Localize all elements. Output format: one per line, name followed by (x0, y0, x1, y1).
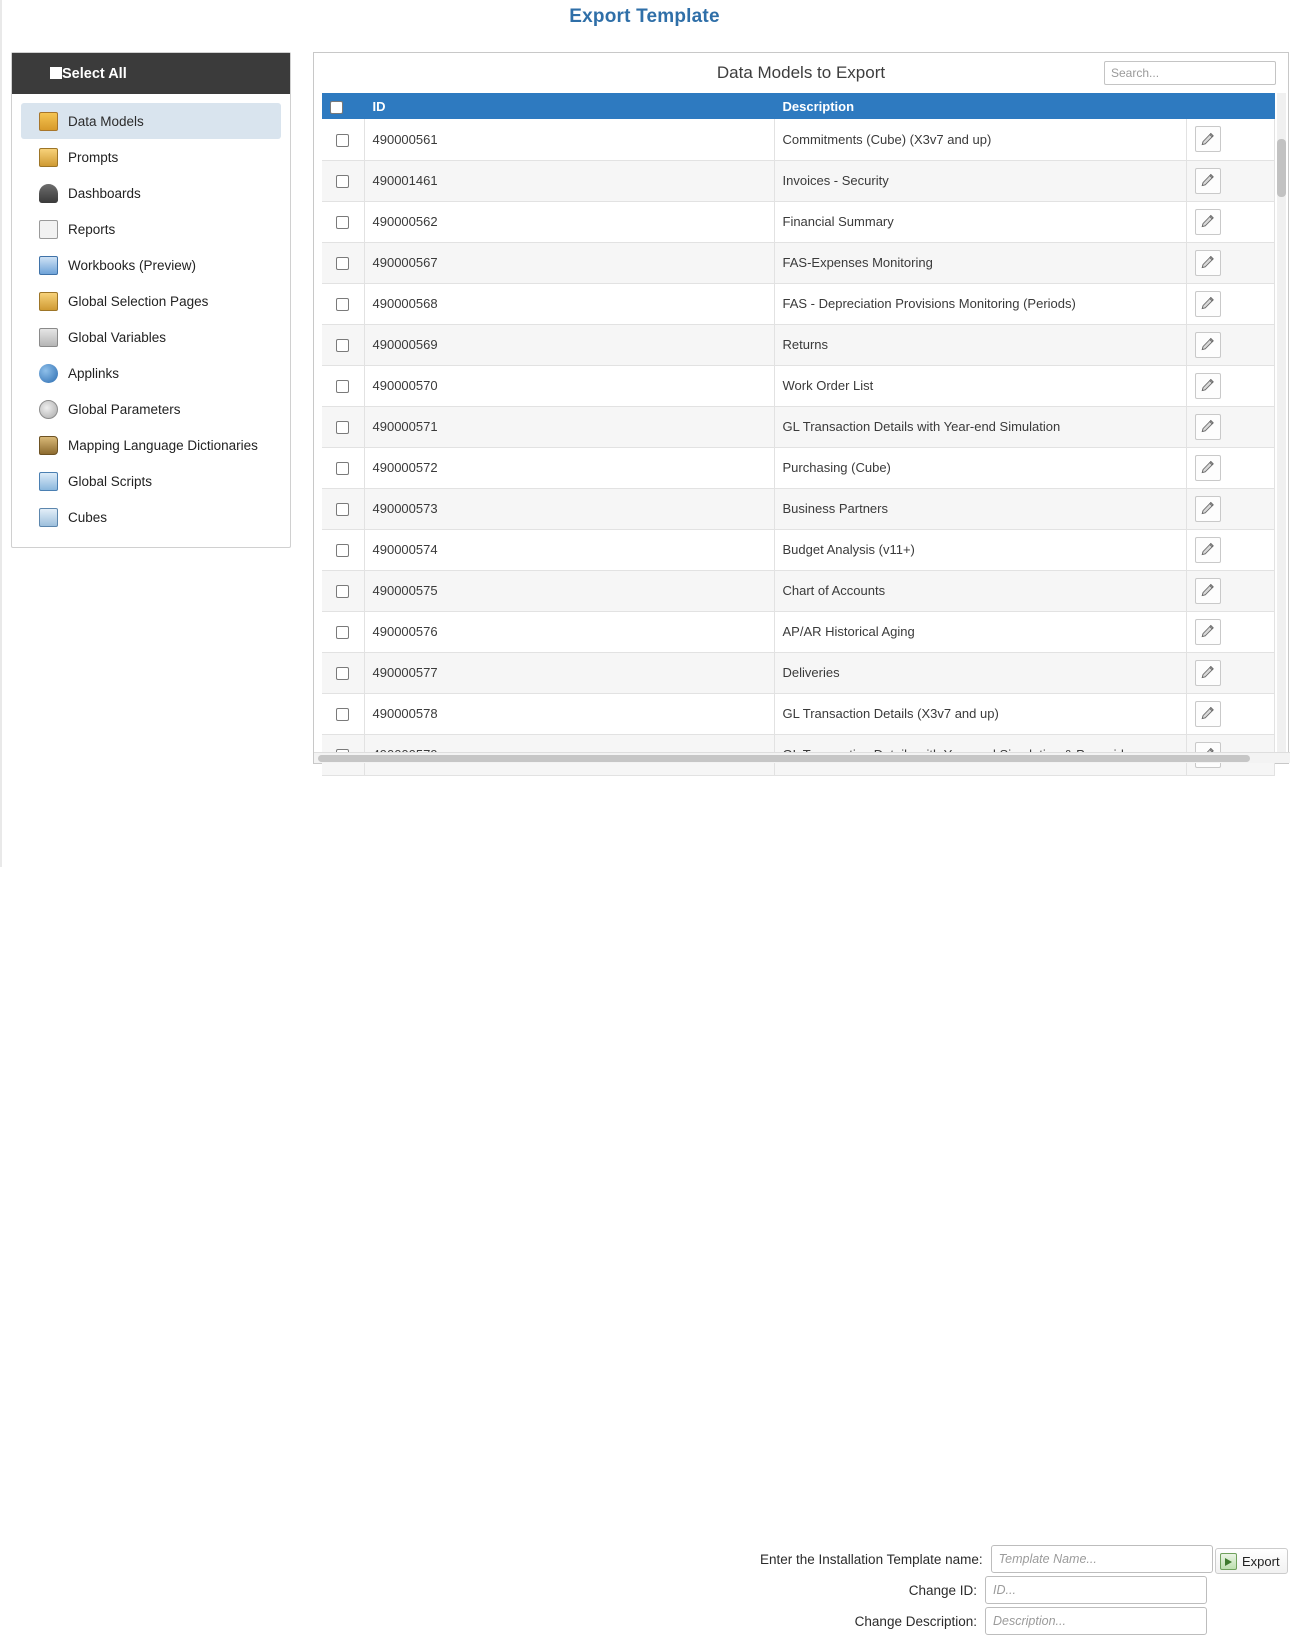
cell-description: AP/AR Historical Aging (774, 611, 1186, 652)
pencil-icon (1200, 296, 1215, 311)
table-row[interactable] (322, 242, 1274, 283)
sidebar-item-prompts[interactable] (21, 139, 281, 175)
cell-description: Commitments (Cube) (X3v7 and up) (774, 119, 1186, 160)
column-header-actions (1186, 93, 1274, 119)
row-select-cell[interactable] (322, 406, 364, 447)
pencil-icon (1200, 214, 1215, 229)
row-checkbox[interactable] (336, 585, 349, 598)
row-select-cell[interactable] (322, 201, 364, 242)
cell-id: 490000578 (364, 693, 774, 734)
row-checkbox[interactable] (336, 626, 349, 639)
table-row[interactable] (322, 324, 1274, 365)
row-select-cell[interactable] (322, 652, 364, 693)
cell-description: Purchasing (Cube) (774, 447, 1186, 488)
cell-actions (1186, 693, 1274, 734)
prompts-icon (39, 148, 58, 167)
cell-id: 490000568 (364, 283, 774, 324)
sidebar-item-applinks[interactable] (21, 355, 281, 391)
cell-description: Returns (774, 324, 1186, 365)
sidebar-item-label: Global Scripts (68, 473, 153, 489)
cell-description: Financial Summary (774, 201, 1186, 242)
export-button-label: Export (1242, 1553, 1280, 1569)
reports-icon (39, 220, 58, 239)
table-row[interactable] (322, 201, 1274, 242)
table-body (322, 119, 1274, 775)
row-checkbox[interactable] (336, 134, 349, 147)
cell-description: Deliveries (774, 652, 1186, 693)
change-description-label: Change Description: (854, 1613, 977, 1629)
dashboards-icon (39, 184, 58, 203)
cell-description: Business Partners (774, 488, 1186, 529)
sidebar-item-workbooks[interactable] (21, 247, 281, 283)
edit-button[interactable] (1195, 455, 1221, 481)
cell-description: FAS-Expenses Monitoring (774, 242, 1186, 283)
cell-id: 490000577 (364, 652, 774, 693)
cell-description: Chart of Accounts (774, 570, 1186, 611)
global-selection-pages-icon (39, 292, 58, 311)
cell-description: Work Order List (774, 365, 1186, 406)
export-icon (1220, 1553, 1237, 1570)
sidebar-item-reports[interactable] (21, 211, 281, 247)
pencil-icon (1200, 255, 1215, 270)
template-name-label: Enter the Installation Template name: (760, 1551, 983, 1567)
cell-id: 490000562 (364, 201, 774, 242)
pencil-icon (1200, 378, 1215, 393)
sidebar-list (12, 94, 290, 547)
row-select-cell[interactable] (322, 324, 364, 365)
table-row[interactable] (322, 529, 1274, 570)
cell-description: Invoices - Security (774, 160, 1186, 201)
sidebar-item-label: Applinks (68, 365, 120, 381)
table-row[interactable] (322, 611, 1274, 652)
pencil-icon (1200, 501, 1215, 516)
table-row[interactable] (322, 406, 1274, 447)
cell-id: 490000573 (364, 488, 774, 529)
cell-description: FAS - Depreciation Provisions Monitoring (Periods) (774, 283, 1186, 324)
template-name-row (760, 1545, 1213, 1573)
sidebar-item-mapping-language-dictionaries[interactable] (21, 427, 281, 463)
vertical-scroll-thumb[interactable] (1277, 139, 1286, 197)
cubes-icon (39, 508, 58, 527)
mapping-language-dictionaries-icon (39, 436, 58, 455)
row-select-cell[interactable] (322, 242, 364, 283)
panel-horizontal-scrollbar[interactable] (314, 752, 1290, 763)
cell-actions (1186, 324, 1274, 365)
pencil-icon (1200, 542, 1215, 557)
search-input[interactable] (1104, 61, 1276, 85)
table-vertical-scrollbar[interactable] (1277, 93, 1286, 758)
row-select-cell[interactable] (322, 488, 364, 529)
edit-button[interactable] (1195, 701, 1221, 727)
row-select-cell[interactable] (322, 570, 364, 611)
cell-description: Budget Analysis (v11+) (774, 529, 1186, 570)
edit-button[interactable] (1195, 660, 1221, 686)
cell-id: 490000575 (364, 570, 774, 611)
cell-actions (1186, 611, 1274, 652)
row-select-cell[interactable] (322, 693, 364, 734)
row-select-cell[interactable] (322, 160, 364, 201)
sidebar-item-global-variables[interactable] (21, 319, 281, 355)
sidebar-item-label: Global Selection Pages (68, 293, 209, 309)
change-description-row (760, 1607, 1207, 1635)
cell-actions (1186, 283, 1274, 324)
data-models-table (322, 93, 1275, 776)
sidebar-item-label: Mapping Language Dictionaries (68, 437, 258, 453)
table-row[interactable] (322, 447, 1274, 488)
row-checkbox[interactable] (336, 175, 349, 188)
table-row[interactable] (322, 160, 1274, 201)
table-row[interactable] (322, 693, 1274, 734)
edit-button[interactable] (1195, 291, 1221, 317)
cell-actions (1186, 242, 1274, 283)
export-panel (313, 52, 1289, 764)
sidebar-item-global-scripts[interactable] (21, 463, 281, 499)
sidebar-item-label: Global Variables (68, 329, 167, 345)
column-header-description[interactable]: Description (774, 93, 1186, 119)
pencil-icon (1200, 173, 1215, 188)
data-models-table-wrapper (322, 93, 1282, 758)
pencil-icon (1200, 132, 1215, 147)
edit-button[interactable] (1195, 168, 1221, 194)
row-select-cell[interactable] (322, 447, 364, 488)
cell-id: 490000576 (364, 611, 774, 652)
select-all-row[interactable] (12, 53, 290, 94)
change-description-input[interactable] (985, 1607, 1207, 1635)
row-checkbox[interactable] (336, 216, 349, 229)
pencil-icon (1200, 460, 1215, 475)
row-checkbox[interactable] (336, 339, 349, 352)
cell-id: 490000570 (364, 365, 774, 406)
sidebar-item-dashboards[interactable] (21, 175, 281, 211)
row-checkbox[interactable] (336, 298, 349, 311)
select-all-checkbox[interactable] (50, 67, 62, 79)
cell-actions (1186, 529, 1274, 570)
cell-actions (1186, 406, 1274, 447)
global-variables-icon (39, 328, 58, 347)
row-select-cell[interactable] (322, 119, 364, 160)
edit-button[interactable] (1195, 619, 1221, 645)
column-header-id[interactable]: ID (364, 93, 774, 119)
row-select-cell[interactable] (322, 283, 364, 324)
export-button[interactable] (1215, 1548, 1288, 1574)
cell-id: 490000572 (364, 447, 774, 488)
panel-title-text: Data Models to Export (716, 63, 886, 82)
pencil-icon (1200, 665, 1215, 680)
table-row[interactable] (322, 119, 1274, 160)
row-select-cell[interactable] (322, 365, 364, 406)
change-id-input[interactable] (985, 1576, 1207, 1604)
data-models-icon (39, 112, 58, 131)
cell-actions (1186, 447, 1274, 488)
edit-button[interactable] (1195, 578, 1221, 604)
table-header-row (322, 93, 1274, 119)
cell-actions (1186, 201, 1274, 242)
header-select-all-checkbox[interactable] (330, 101, 343, 114)
row-checkbox[interactable] (336, 257, 349, 270)
cell-description: GL Transaction Details with Year-end Simulation (774, 406, 1186, 447)
template-name-input[interactable] (991, 1545, 1213, 1573)
global-parameters-icon (39, 400, 58, 419)
sidebar-item-global-parameters[interactable] (21, 391, 281, 427)
sidebar-item-label: Reports (68, 221, 116, 237)
page-title: Export Template (569, 6, 720, 27)
sidebar-item-label: Data Models (68, 113, 144, 129)
cell-id: 490000571 (364, 406, 774, 447)
cell-actions (1186, 365, 1274, 406)
pencil-icon (1200, 583, 1215, 598)
edit-button[interactable] (1195, 537, 1221, 563)
row-checkbox[interactable] (336, 462, 349, 475)
change-id-label: Change ID: (908, 1582, 977, 1598)
sidebar-item-label: Workbooks (Preview) (68, 257, 197, 273)
table-row[interactable] (322, 652, 1274, 693)
row-select-cell[interactable] (322, 529, 364, 570)
row-checkbox[interactable] (336, 503, 349, 516)
edit-button[interactable] (1195, 209, 1221, 235)
sidebar-item-cubes[interactable] (21, 499, 281, 535)
row-checkbox[interactable] (336, 421, 349, 434)
table-head (322, 93, 1274, 119)
workbooks-icon (39, 256, 58, 275)
cell-description: GL Transaction Details (X3v7 and up) (774, 693, 1186, 734)
cell-actions (1186, 160, 1274, 201)
cell-id: 490000567 (364, 242, 774, 283)
row-checkbox[interactable] (336, 708, 349, 721)
sidebar-item-label: Prompts (68, 149, 119, 165)
row-checkbox[interactable] (336, 380, 349, 393)
cell-id: 490000561 (364, 119, 774, 160)
select-all-label: Select All (62, 65, 127, 82)
row-checkbox[interactable] (336, 667, 349, 680)
sidebar-item-label: Dashboards (68, 185, 141, 201)
edit-button[interactable] (1195, 373, 1221, 399)
pencil-icon (1200, 419, 1215, 434)
table-row[interactable] (322, 283, 1274, 324)
sidebar-item-data-models[interactable] (21, 103, 281, 139)
edit-button[interactable] (1195, 126, 1221, 152)
pencil-icon (1200, 706, 1215, 721)
cell-actions (1186, 488, 1274, 529)
sidebar-item-global-selection-pages[interactable] (21, 283, 281, 319)
header-select-all-cell[interactable] (322, 93, 364, 119)
row-select-cell[interactable] (322, 611, 364, 652)
cell-id: 490000569 (364, 324, 774, 365)
cell-actions (1186, 652, 1274, 693)
edit-button[interactable] (1195, 496, 1221, 522)
export-form (0, 772, 1289, 1629)
change-id-row (760, 1576, 1207, 1604)
cell-id: 490001461 (364, 160, 774, 201)
edit-button[interactable] (1195, 414, 1221, 440)
cell-actions (1186, 119, 1274, 160)
sidebar-item-label: Global Parameters (68, 401, 181, 417)
cell-actions (1186, 570, 1274, 611)
sidebar-item-label: Cubes (68, 509, 108, 525)
row-checkbox[interactable] (336, 544, 349, 557)
applinks-icon (39, 364, 58, 383)
sidebar (11, 52, 291, 548)
table-row[interactable] (322, 570, 1274, 611)
global-scripts-icon (39, 472, 58, 491)
edit-button[interactable] (1195, 250, 1221, 276)
pencil-icon (1200, 337, 1215, 352)
horizontal-scroll-thumb[interactable] (318, 755, 1250, 762)
cell-id: 490000574 (364, 529, 774, 570)
panel-header (314, 53, 1288, 93)
table-row[interactable] (322, 365, 1274, 406)
pencil-icon (1200, 624, 1215, 639)
left-divider (0, 0, 2, 867)
table-row[interactable] (322, 488, 1274, 529)
edit-button[interactable] (1195, 332, 1221, 358)
